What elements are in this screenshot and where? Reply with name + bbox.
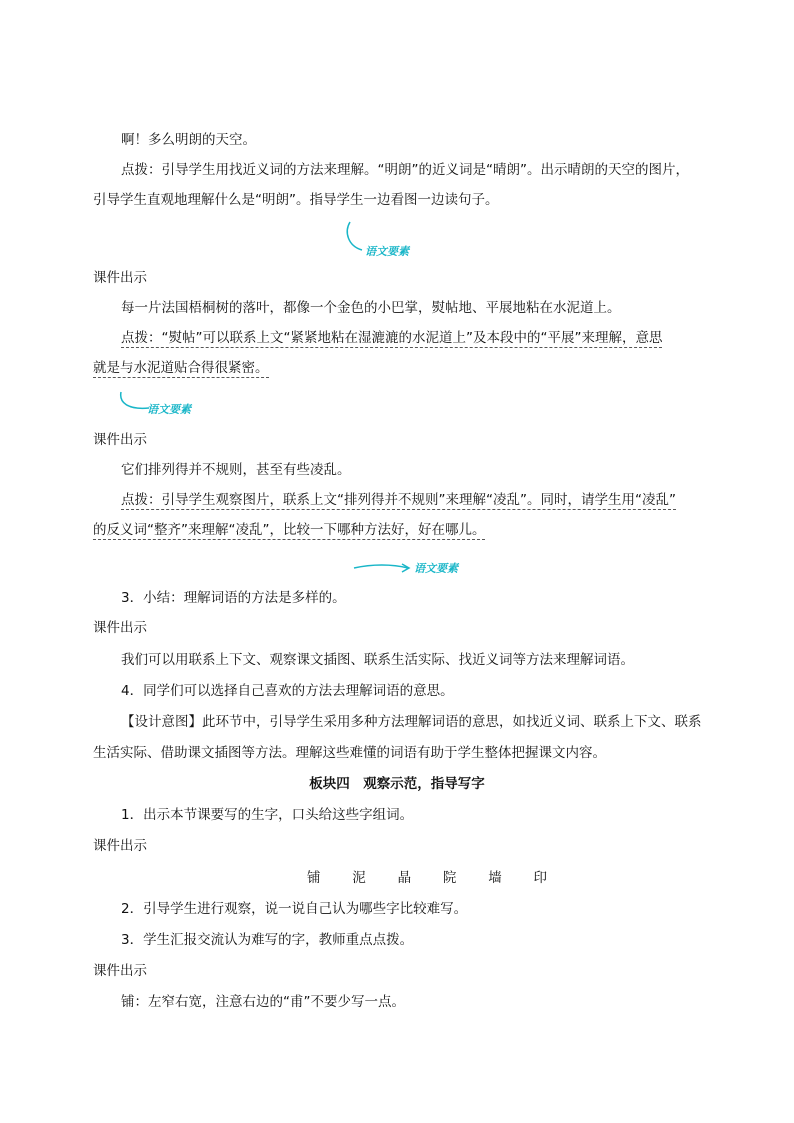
underlined-text: 就是与水泥道贴合得很紧密。 <box>93 360 269 376</box>
text-line: 我们可以用联系上下文、观察课文插图、联系生活实际、找近义词等方法来理解词语。 <box>121 652 634 668</box>
text-line <box>121 490 676 510</box>
underlined-text: 点拨：“熨帖”可以联系上文“紧紧地粘在湿漉漉的水泥道上”及本段中的“平展”来理解，意思 <box>121 330 663 346</box>
text-line: 生活实际、借助课文插图等方法。理解这些难懂的词语有助于学生整体把握课文内容。 <box>93 745 606 761</box>
character-item: 铺 <box>307 870 321 886</box>
annotation-tag: 语文要素 <box>147 403 191 416</box>
character-item: 晶 <box>397 870 412 886</box>
text-line: 4．同学们可以选择自己喜欢的方法去理解词语的意思。 <box>121 683 454 699</box>
text-line <box>121 328 662 348</box>
text-line: 课件出示 <box>93 838 147 854</box>
character-item: 泥 <box>352 870 366 886</box>
text-line: 引导学生直观地理解什么是“明朗”。指导学生一边看图一边读句子。 <box>93 192 499 208</box>
text-line: 课件出示 <box>93 620 147 636</box>
character-item: 印 <box>533 870 547 886</box>
text-line: 课件出示 <box>93 432 147 448</box>
text-line: 1．出示本节课要写的生字，口头给这些字组词。 <box>121 807 414 823</box>
underlined-text: 的反义词“整齐”来理解“凌乱”，比较一下哪种方法好，好在哪儿。 <box>93 522 486 538</box>
character-item: 墙 <box>488 870 502 886</box>
text-line: 点拨：引导学生用找近义词的方法来理解。“明朗”的近义词是“晴朗”。出示晴朗的天空的图片， <box>121 162 689 178</box>
text-line: 铺：左窄右宽，注意右边的“甫”不要少写一点。 <box>121 994 405 1010</box>
annotation-tag: 语文要素 <box>365 245 409 258</box>
text-line <box>93 520 485 540</box>
character-item: 院 <box>442 870 457 886</box>
text-line: 【设计意图】此环节中，引导学生采用多种方法理解词语的意思，如找近义词、联系上下文、联系 <box>121 714 702 730</box>
text-line: 啊！多么明朗的天空。 <box>121 132 256 148</box>
text-line: 课件出示 <box>93 270 147 286</box>
annotation-tag: 语文要素 <box>414 562 458 575</box>
section-heading: 板块四 观察示范，指导写字 <box>309 776 485 792</box>
text-line: 3．小结：理解词语的方法是多样的。 <box>121 590 346 606</box>
text-line: 课件出示 <box>93 963 147 979</box>
character-list <box>307 868 547 888</box>
text-line: 2．引导学生进行观察，说一说自己认为哪些字比较难写。 <box>121 901 468 917</box>
underlined-text: 点拨：引导学生观察图片，联系上文“排列得并不规则”来理解“凌乱”。同时，请学生用“凌乱” <box>121 492 676 508</box>
text-line: 它们排列得并不规则，甚至有些凌乱。 <box>121 462 351 478</box>
text-line: 每一片法国梧桐树的落叶，都像一个金色的小巴掌，熨帖地、平展地粘在水泥道上。 <box>121 300 621 316</box>
text-line: 3．学生汇报交流认为难写的字，教师重点点拨。 <box>121 932 414 948</box>
annotation-arrow-icon <box>352 560 412 576</box>
text-line <box>93 358 269 378</box>
